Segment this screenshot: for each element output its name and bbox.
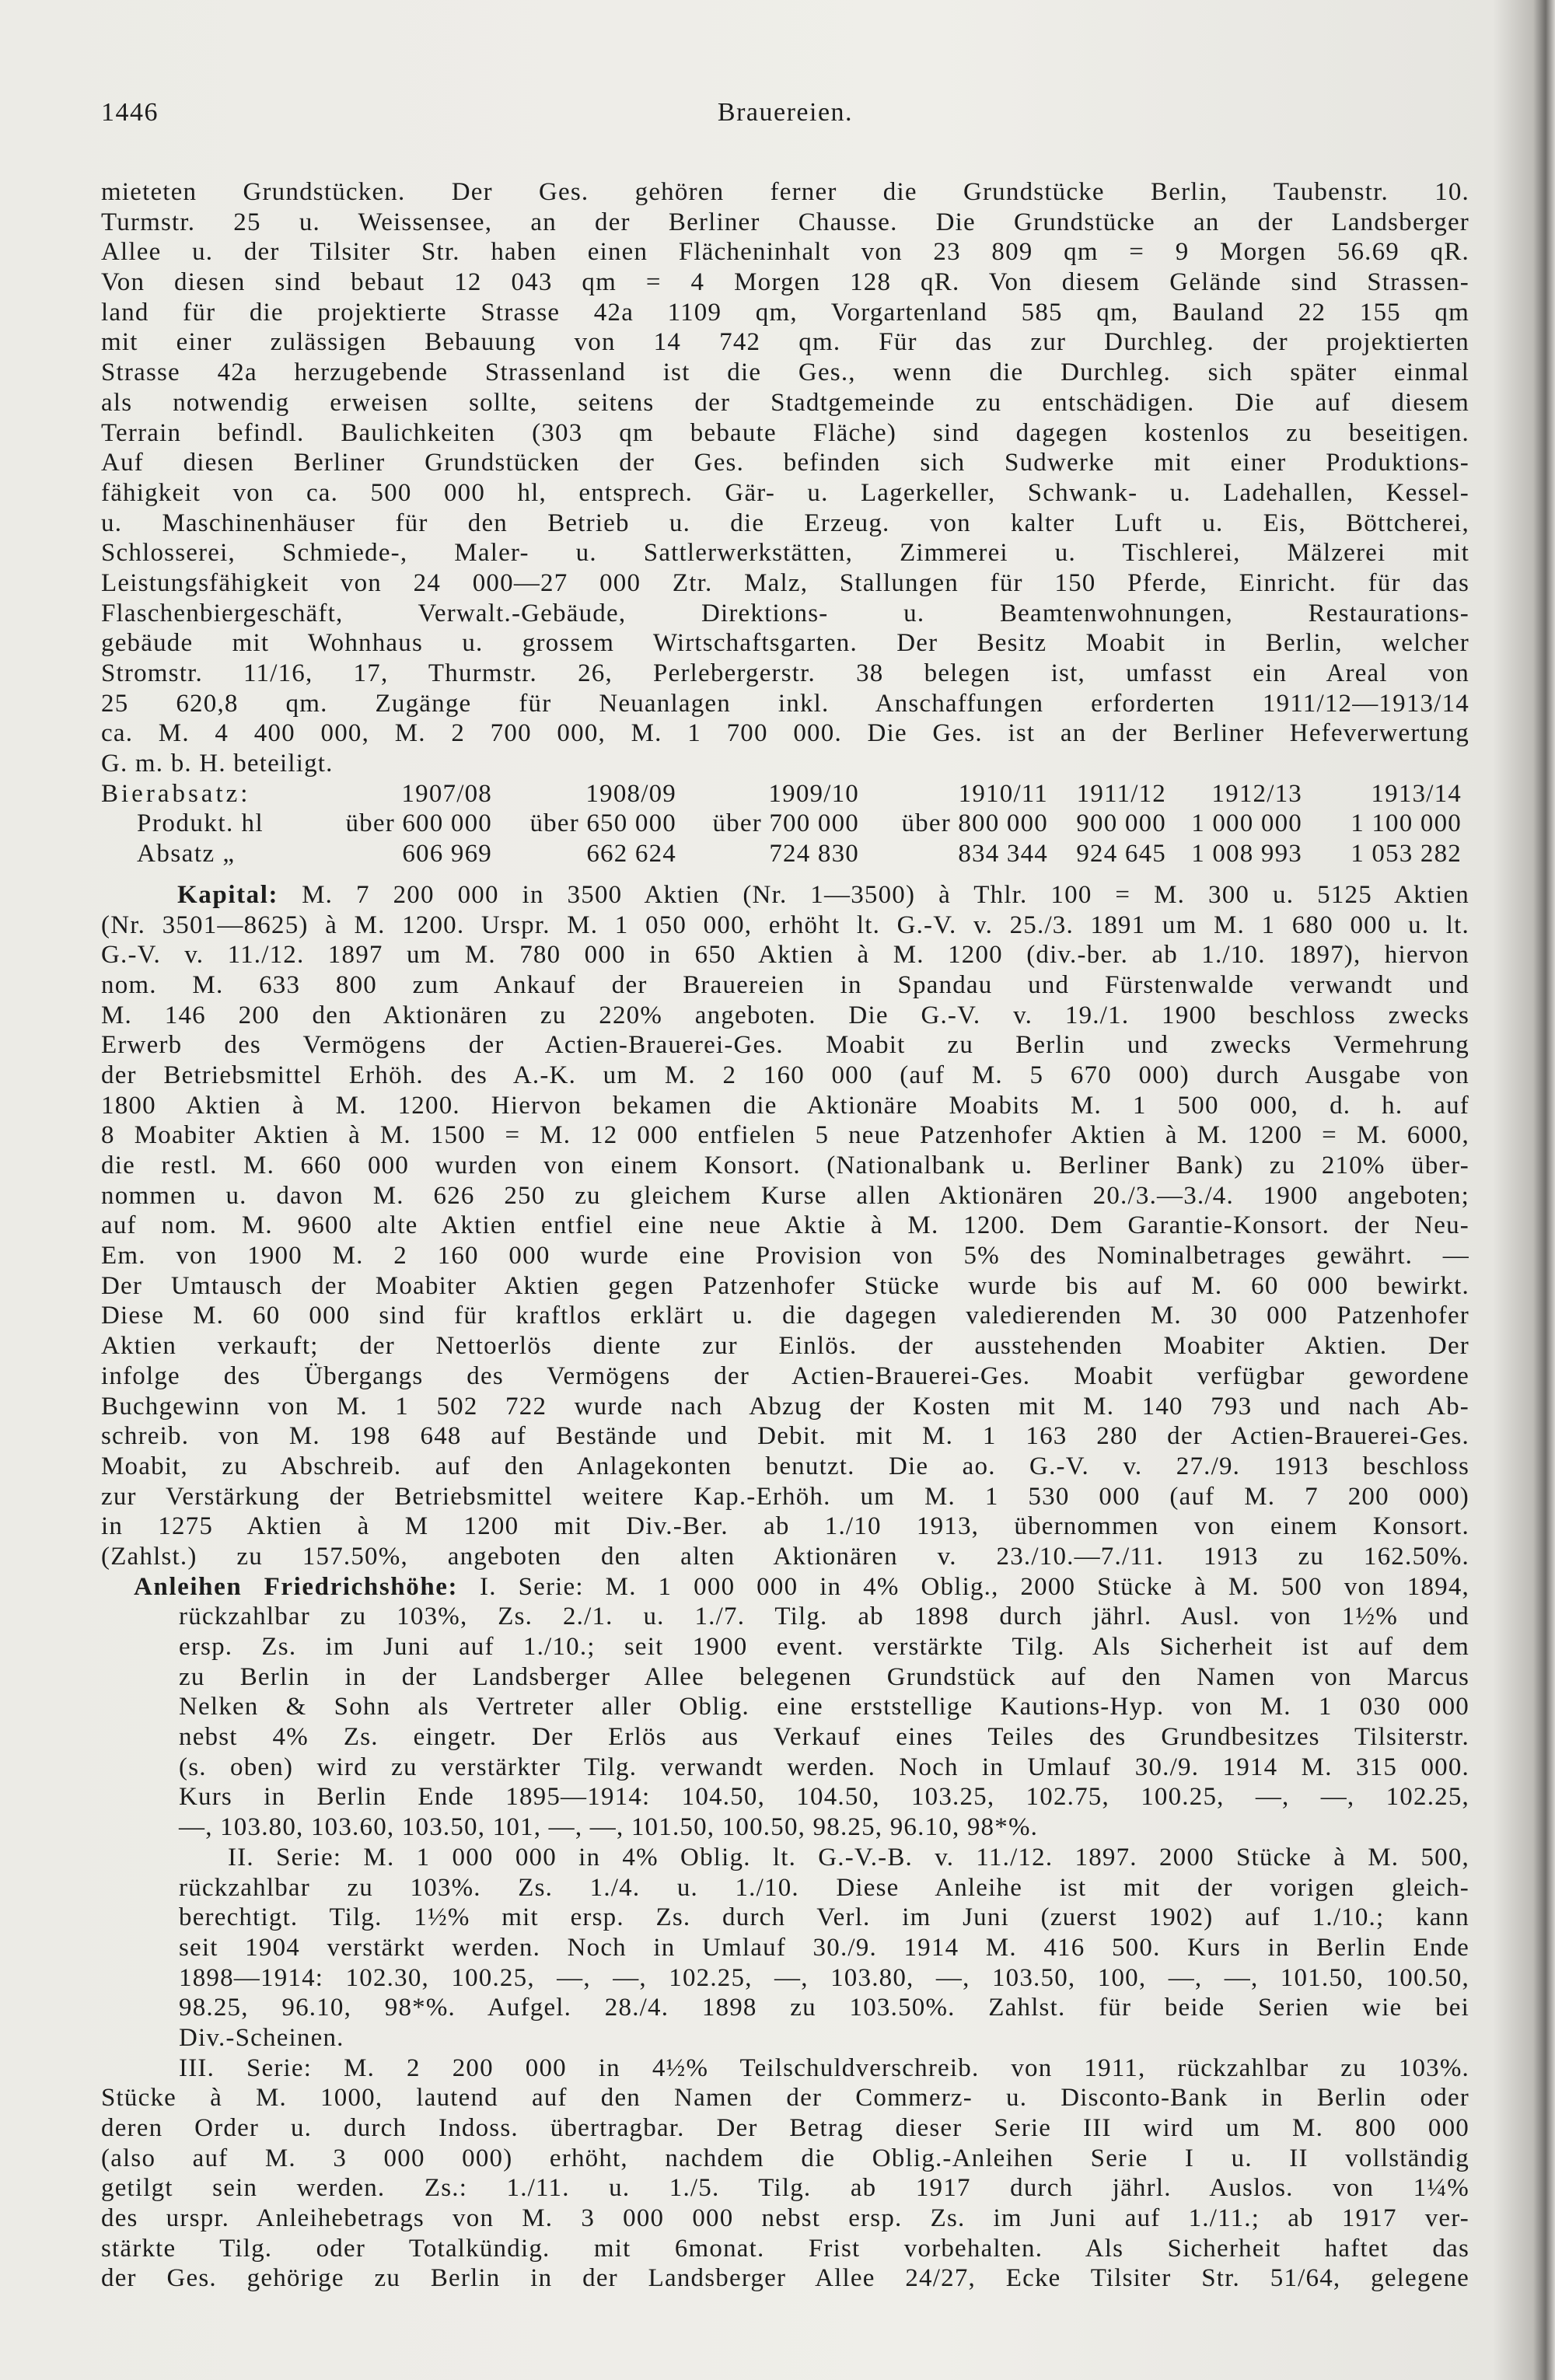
table-cell: 662 624 <box>586 840 676 868</box>
text-line <box>101 568 1469 599</box>
text-line <box>101 1542 1469 1572</box>
line-text: Moabit, zu Abschreib. auf den Anlagekonten benutzt. Die ao. G.-V. v. 27./9. 1913 beschloss <box>101 1452 1469 1480</box>
line-text: rückzahlbar zu 103%, Zs. 2./1. u. 1./7. Tilg. ab 1898 durch jährl. Ausl. von 1½% und <box>179 1602 1469 1631</box>
line-text: 8 Moabiter Aktien à M. 1500 = M. 12 000 entfielen 5 neue Patzenhofer Aktien à M. 1200 = M. 6000, <box>101 1121 1469 1150</box>
text-line <box>101 718 1469 749</box>
line-text: gebäude mit Wohnhaus u. grossem Wirtschaftsgarten. Der Besitz Moabit in Berlin, welcher <box>101 629 1469 658</box>
text-line <box>101 2144 1469 2174</box>
line-text: nebst 4% Zs. eingetr. Der Erlös aus Verkauf eines Teiles des Grundbesitzes Tilsiterstr. <box>179 1723 1469 1752</box>
kapital-heading: Kapital: <box>177 880 279 909</box>
page-number: 1446 <box>101 98 159 127</box>
table-cell: über 650 000 <box>529 809 676 838</box>
line-text: Diese M. 60 000 sind für kraftlos erklärt u. die dagegen valedierenden M. 30 000 Patzenhofer <box>101 1302 1469 1330</box>
text-line <box>101 177 1469 208</box>
line-text: infolge des Übergangs des Vermögens der Actien-Brauerei-Ges. Moabit verfügbar gewordene <box>101 1361 1469 1390</box>
line-text: G. m. b. H. beteiligt. <box>101 750 334 778</box>
text-line <box>101 1061 1469 1091</box>
text-line <box>101 1873 1469 1903</box>
line-text: zur Verstärkung der Betriebsmittel weitere Kap.-Erhöh. um M. 1 530 000 (auf M. 7 200 000) <box>101 1482 1469 1511</box>
line-text: Flaschenbiergeschäft, Verwalt.-Gebäude, Direktions- u. Beamtenwohnungen, Restaurations- <box>101 599 1469 627</box>
line-text: III. Serie: M. 2 200 000 in 4½% Teilschuldverschreib. von 1911, rückzahlbar zu 103%. <box>179 2053 1469 2082</box>
line-text: Auf diesen Berliner Grundstücken der Ges. befinden sich Sudwerke mit einer Produktions- <box>101 449 1469 477</box>
line-text: Terrain befindl. Baulichkeiten (303 qm bebaute Fläche) sind dagegen kostenlos zu beseitigen. <box>101 418 1469 447</box>
line-text: auf nom. M. 9600 alte Aktien entfiel eine neue Aktie à M. 1200. Dem Garantie-Konsort. der Neu- <box>101 1211 1469 1240</box>
table-cell: 724 830 <box>769 840 859 868</box>
text-line <box>101 1331 1469 1361</box>
bierabsatz-table <box>101 779 1469 869</box>
year-header: 1912/13 <box>1211 779 1302 808</box>
line-text: G.-V. v. 11./12. 1897 um M. 780 000 in 650 Aktien à M. 1200 (div.-ber. ab 1./10. 1897), hiervon <box>101 941 1469 970</box>
line-text: schreib. von M. 198 648 auf Bestände und Debit. mit M. 1 163 280 der Actien-Brauerei-Ges. <box>101 1422 1469 1451</box>
year-header: 1907/08 <box>401 779 492 808</box>
row-label: Absatz „ <box>137 840 236 868</box>
text-line <box>101 448 1469 478</box>
line-text: nommen u. davon M. 626 250 zu gleichem Kurse allen Aktionären 20./3.—3./4. 1900 angeboten; <box>101 1181 1469 1210</box>
line-text: in 1275 Aktien à M 1200 mit Div.-Ber. ab 1./10 1913, übernommen von einem Konsort. <box>101 1512 1469 1541</box>
line-text: —, 103.80, 103.60, 103.50, 101, —, —, 101.50, 100.50, 98.25, 96.10, 98*%. <box>179 1813 1039 1842</box>
line-text: der Betriebsmittel Erhöh. des A.-K. um M. 2 160 000 (auf M. 5 670 000) durch Ausgabe von <box>101 1061 1469 1089</box>
text-line <box>101 1151 1469 1181</box>
text-line <box>101 478 1469 509</box>
line-text: fähigkeit von ca. 500 000 hl, entsprech. Gär- u. Lagerkeller, Schwank- u. Ladehallen, Kessel- <box>101 478 1469 507</box>
kapital-paragraph <box>101 880 1469 1572</box>
anleihen-serie-2 <box>101 1843 1469 2053</box>
line-text: Schlosserei, Schmiede-, Maler- u. Sattlerwerkstätten, Zimmerei u. Tischlerei, Mälzerei mit <box>101 539 1469 568</box>
text-line <box>101 1843 1469 1873</box>
line-text: Em. von 1900 M. 2 160 000 wurde eine Provision von 5% des Nominalbetrages gewährt. — <box>101 1242 1469 1270</box>
text-line <box>101 1271 1469 1302</box>
text-line <box>101 689 1469 719</box>
table-cell: 606 969 <box>402 840 492 868</box>
text-line <box>101 1963 1469 1994</box>
line-text: Div.-Scheinen. <box>179 2023 344 2052</box>
table-cell: über 800 000 <box>901 809 1048 838</box>
line-text: rückzahlbar zu 103%. Zs. 1./4. u. 1./10. Diese Anleihe ist mit der vorigen gleich- <box>179 1873 1469 1902</box>
line-text: der Ges. gehörige zu Berlin in der Landsberger Allee 24/27, Ecke Tilsiter Str. 51/64, gelegene <box>101 2264 1469 2293</box>
line-text: (Nr. 3501—8625) à M. 1200. Urspr. M. 1 050 000, erhöht lt. G.-V. v. 25./3. 1891 um M. 1 680 000 u. lt. <box>101 910 1469 939</box>
table-cell: 1 100 000 <box>1351 809 1462 838</box>
text-line <box>101 1722 1469 1753</box>
line-text: (s. oben) wird zu verstärkter Tilg. verwandt werden. Noch in Umlauf 30./9. 1914 M. 315 000. <box>179 1753 1469 1781</box>
running-title: Brauereien. <box>717 98 854 127</box>
line-text: (Zahlst.) zu 157.50%, angeboten den alten Aktionären v. 23./10.—7./11. 1913 zu 162.50%. <box>101 1542 1469 1571</box>
text-line <box>101 880 1469 910</box>
text-line <box>101 2023 1469 2053</box>
line-text: Stromstr. 11/16, 17, Thurmstr. 26, Perlebergerstr. 38 belegen ist, umfasst ein Areal von <box>101 659 1469 687</box>
line-text: II. Serie: M. 1 000 000 in 4% Oblig. lt. G.-V.-B. v. 11./12. 1897. 2000 Stücke à M. 500, <box>228 1843 1469 1871</box>
line-text: ca. M. 4 400 000, M. 2 700 000, M. 1 700 000. Die Ges. ist an der Berliner Hefeverwertung <box>101 719 1469 748</box>
line-text: I. Serie: M. 1 000 000 in 4% Oblig., 2000 Stücke à M. 500 von 1894, <box>480 1572 1469 1601</box>
line-text: ersp. Zs. im Juni auf 1./10.; seit 1900 event. verstärkte Tilg. Als Sicherheit ist auf dem <box>179 1633 1469 1661</box>
text-line <box>101 1482 1469 1512</box>
text-line <box>101 1120 1469 1151</box>
text-line <box>101 2173 1469 2204</box>
line-text: Aktien verkauft; der Nettoerlös diente zur Einlös. der ausstehenden Moabiter Aktien. Der <box>101 1332 1469 1361</box>
text-line <box>101 2234 1469 2264</box>
anleihen-serie-1 <box>101 1572 1469 1843</box>
text-line <box>101 1662 1469 1693</box>
table-cell: 834 344 <box>958 840 1048 868</box>
line-text: Kurs in Berlin Ende 1895—1914: 104.50, 104.50, 103.25, 102.75, 100.25, —, —, 102.25, <box>179 1783 1469 1812</box>
line-text: zu Berlin in der Landsberger Allee belegenen Grundstück auf den Namen von Marcus <box>179 1662 1469 1691</box>
line-text: nom. M. 633 800 zum Ankauf der Brauereien in Spandau und Fürstenwalde verwandt und <box>101 970 1469 999</box>
line-text: Erwerb des Vermögens der Actien-Brauerei-Ges. Moabit zu Berlin und zwecks Vermehrung <box>101 1031 1469 1060</box>
line-text: Nelken & Sohn als Vertreter aller Oblig. eine erststellige Kautions-Hyp. von M. 1 030 000 <box>179 1693 1469 1721</box>
text-line <box>101 910 1469 941</box>
table-row <box>101 839 1469 869</box>
text-line <box>101 1812 1469 1843</box>
running-header <box>101 98 1469 132</box>
text-line <box>101 1241 1469 1271</box>
text-line <box>101 2204 1469 2234</box>
line-text: seit 1904 verstärkt werden. Noch in Umlauf 30./9. 1914 M. 416 500. Kurs in Berlin Ende <box>179 1933 1469 1962</box>
line-text: als notwendig erweisen sollte, seitens der Stadtgemeinde zu entschädigen. Die auf diesem <box>101 388 1469 417</box>
text-line <box>101 418 1469 449</box>
text-line <box>101 659 1469 689</box>
text-line <box>101 509 1469 539</box>
text-line <box>101 327 1469 358</box>
text-line <box>101 298 1469 328</box>
text-line <box>101 388 1469 418</box>
text-line <box>101 1753 1469 1783</box>
line-text: Von diesen sind bebaut 12 043 qm = 4 Morgen 128 qR. Von diesem Gelände sind Strassen- <box>101 268 1469 297</box>
table-cell: über 600 000 <box>345 809 492 838</box>
line-text: deren Order u. durch Indoss. übertragbar. Der Betrag dieser Serie III wird um M. 800 000 <box>101 2114 1469 2142</box>
line-text: Strasse 42a herzugebende Strassenland ist die Ges., wenn die Durchleg. sich später einmal <box>101 358 1469 387</box>
text-line <box>101 2083 1469 2113</box>
line-text: Turmstr. 25 u. Weissensee, an der Berliner Chausse. Die Grundstücke an der Landsberger <box>101 208 1469 236</box>
table-cell: 900 000 <box>1076 809 1166 838</box>
text-line <box>101 749 1469 779</box>
row-label: Produkt. hl <box>137 809 264 838</box>
line-text: Leistungsfähigkeit von 24 000—27 000 Ztr. Malz, Stallungen für 150 Pferde, Einricht. für das <box>101 568 1469 597</box>
line-text: mieteten Grundstücken. Der Ges. gehören ferner die Grundstücke Berlin, Taubenstr. 10. <box>101 178 1469 206</box>
table-cell: 1 008 993 <box>1191 840 1302 868</box>
text-line <box>101 1993 1469 2023</box>
table-cell: 1 053 282 <box>1351 840 1462 868</box>
text-line <box>101 1602 1469 1632</box>
year-header: 1908/09 <box>585 779 676 808</box>
text-line <box>101 1782 1469 1812</box>
text-line <box>101 1361 1469 1392</box>
text-line <box>101 1903 1469 1933</box>
text-line <box>101 1030 1469 1061</box>
text-line <box>101 2053 1469 2084</box>
line-text: die restl. M. 660 000 wurden von einem Konsort. (Nationalbank u. Berliner Bank) zu 210% über- <box>101 1152 1469 1180</box>
line-text: Buchgewinn von M. 1 502 722 wurde nach Abzug der Kosten mit M. 140 793 und nach Ab- <box>101 1392 1469 1421</box>
text-line <box>101 1211 1469 1241</box>
line-text: 1800 Aktien à M. 1200. Hiervon bekamen die Aktionäre Moabits M. 1 500 000, d. h. auf <box>101 1091 1469 1120</box>
table-cell: 924 645 <box>1076 840 1166 868</box>
text-line <box>101 1572 1469 1602</box>
text-line <box>101 2113 1469 2144</box>
year-header: 1909/10 <box>768 779 859 808</box>
text-line <box>101 1452 1469 1482</box>
line-text: berechtigt. Tilg. 1½% mit ersp. Zs. durch Verl. im Juni (zuerst 1902) auf 1./10.; kann <box>179 1903 1469 1932</box>
text-line <box>101 628 1469 659</box>
text-line <box>101 970 1469 1001</box>
text-line <box>101 1512 1469 1542</box>
year-header: 1911/12 <box>1076 779 1166 808</box>
text-line <box>101 208 1469 238</box>
text-line <box>101 538 1469 568</box>
text-line <box>101 1091 1469 1121</box>
line-text: u. Maschinenhäuser für den Betrieb u. die Erzeug. von kalter Luft u. Eis, Böttcherei, <box>101 509 1469 537</box>
line-text: 98.25, 96.10, 98*%. Aufgel. 28./4. 1898 zu 103.50%. Zahlst. für beide Serien wie bei <box>179 1994 1469 2022</box>
line-text: getilgt sein werden. Zs.: 1./11. u. 1./5. Tilg. ab 1917 durch jährl. Auslos. von 1¼% <box>101 2174 1469 2203</box>
table-cell: über 700 000 <box>712 809 859 838</box>
text-line <box>101 358 1469 388</box>
text-line <box>101 1933 1469 1963</box>
text-line <box>101 267 1469 298</box>
line-text: 25 620,8 qm. Zugänge für Neuanlagen inkl. Anschaffungen erforderten 1911/12—1913/14 <box>101 689 1469 718</box>
line-text: land für die projektierte Strasse 42a 1109 qm, Vorgartenland 585 qm, Bauland 22 155 qm <box>101 298 1469 327</box>
text-line <box>101 1001 1469 1031</box>
text-line <box>101 1181 1469 1211</box>
text-line <box>101 1301 1469 1331</box>
anleihen-serie-3 <box>101 2053 1469 2294</box>
line-text: 1898—1914: 102.30, 100.25, —, —, 102.25, —, 103.80, —, 103.50, 100, —, —, 101.50, 100.50, <box>179 1963 1469 1992</box>
table-header-row <box>101 779 1469 809</box>
line-text: des urspr. Anleihebetrags von M. 3 000 000 nebst ersp. Zs. im Juni auf 1./11.; ab 1917 ver- <box>101 2204 1469 2233</box>
text-line <box>101 1692 1469 1722</box>
year-header: 1910/11 <box>958 779 1048 808</box>
line-text: mit einer zulässigen Bebauung von 14 742 qm. Für das zur Durchleg. der projektierten <box>101 328 1469 357</box>
line-text: Der Umtausch der Moabiter Aktien gegen Patzenhofer Stücke wurde bis auf M. 60 000 bewirkt. <box>101 1271 1469 1300</box>
table-label: Bierabsatz: <box>101 779 251 808</box>
anleihen-heading: Anleihen Friedrichshöhe: <box>134 1572 459 1601</box>
text-line <box>101 2263 1469 2294</box>
line-text: Stücke à M. 1000, lautend auf den Namen der Commerz- u. Disconto-Bank in Berlin oder <box>101 2084 1469 2113</box>
year-header: 1913/14 <box>1371 779 1462 808</box>
line-text: stärkte Tilg. oder Totalkündig. mit 6monat. Frist vorbehalten. Als Sicherheit haftet das <box>101 2234 1469 2263</box>
line-text: M. 7 200 000 in 3500 Aktien (Nr. 1—3500) à Thlr. 100 = M. 300 u. 5125 Aktien <box>302 880 1470 909</box>
text-line <box>101 1632 1469 1662</box>
line-text: Allee u. der Tilsiter Str. haben einen Flächeninhalt von 23 809 qm = 9 Morgen 56.69 qR. <box>101 238 1469 267</box>
table-cell: 1 000 000 <box>1191 809 1302 838</box>
text-column <box>101 177 1469 2294</box>
text-line <box>101 940 1469 970</box>
text-line <box>101 1392 1469 1422</box>
text-line <box>101 237 1469 267</box>
intro-paragraph <box>101 177 1469 779</box>
line-text: (also auf M. 3 000 000) erhöht, nachdem die Oblig.-Anleihen Serie I u. II vollständig <box>101 2144 1469 2172</box>
text-line <box>101 1421 1469 1452</box>
table-row <box>101 809 1469 839</box>
text-line <box>101 599 1469 629</box>
line-text: M. 146 200 den Aktionären zu 220% angeboten. Die G.-V. v. 19./1. 1900 beschloss zwecks <box>101 1001 1469 1029</box>
